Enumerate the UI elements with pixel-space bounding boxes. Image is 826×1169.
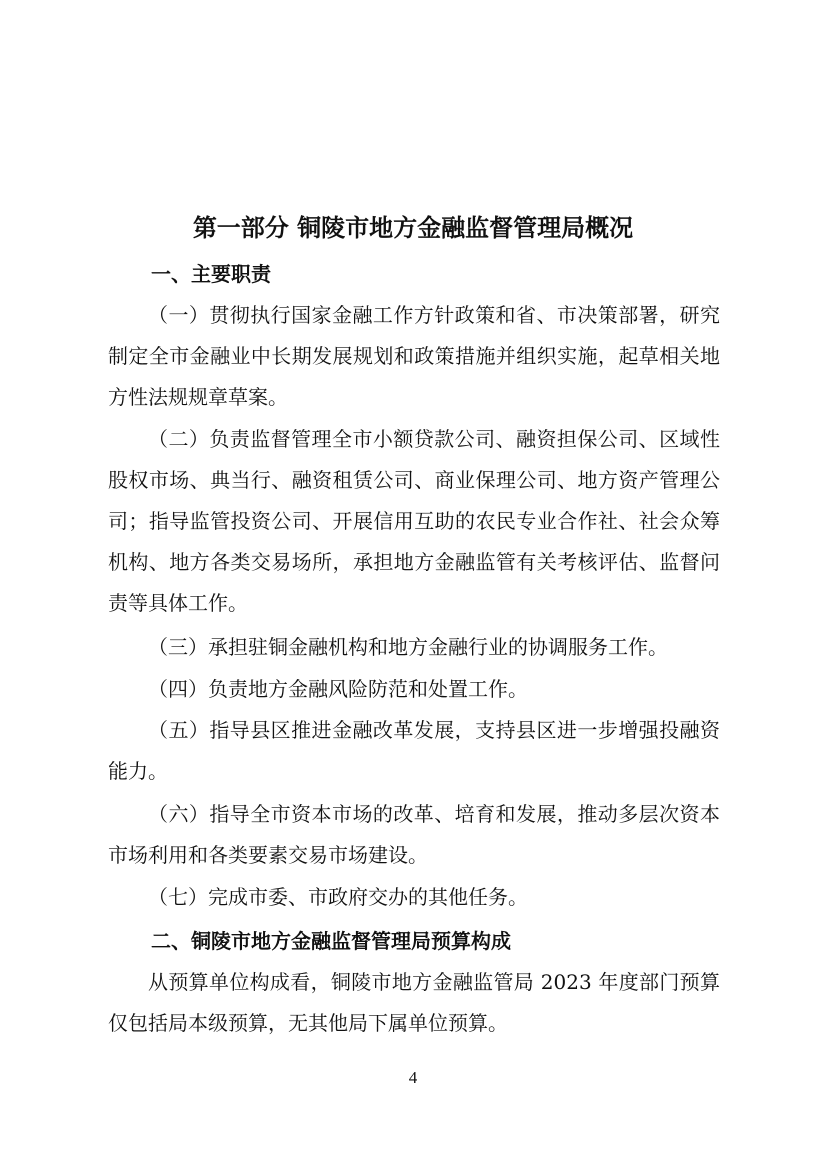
- document-title: 第一部分 铜陵市地方金融监督管理局概况: [192, 214, 634, 242]
- duty-paragraph-6: （六）指导全市资本市场的改革、培育和发展，推动多层次资本市场利用和各类要素交易市场建设。: [108, 802, 720, 867]
- duty-paragraph-4: （四）负责地方金融风险防范和处置工作。: [148, 677, 528, 701]
- duty-paragraph-1: （一）贯彻执行国家金融工作方针政策和省、市决策部署，研究制定全市金融业中长期发展规划和政策措施并组织实施，起草相关地方性法规规章草案。: [108, 303, 720, 409]
- duty-paragraph-7: （七）完成市委、市政府交办的其他任务。: [148, 885, 528, 909]
- section-heading-budget-composition: 二、铜陵市地方金融监督管理局预算构成: [151, 929, 511, 953]
- section-heading-main-duties: 一、主要职责: [151, 262, 271, 286]
- duty-paragraph-5: （五）指导县区推进金融改革发展，支持县区进一步增强投融资能力。: [108, 718, 720, 783]
- duty-paragraph-3: （三）承担驻铜金融机构和地方金融行业的协调服务工作。: [148, 635, 668, 659]
- page-number: 4: [408, 1068, 418, 1087]
- budget-composition-paragraph: 从预算单位构成看，铜陵市地方金融监管局 2023 年度部门预算仅包括局本级预算，无其他局下属单位预算。: [108, 970, 720, 1035]
- duty-paragraph-2: （二）负责监督管理全市小额贷款公司、融资担保公司、区域性股权市场、典当行、融资租赁公司、商业保理公司、地方资产管理公司；指导监管投资公司、开展信用互助的农民专业合作社、社会众筹机构、地方各类交易场所，承担地方金融监管有关考核评估、监督问责等具体工作。: [108, 427, 720, 615]
